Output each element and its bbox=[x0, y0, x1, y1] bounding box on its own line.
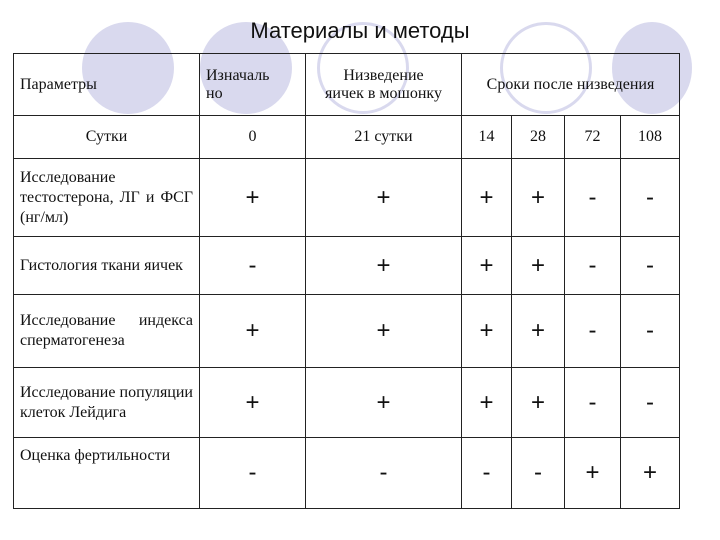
result-mark: + bbox=[621, 438, 680, 509]
methods-table bbox=[13, 53, 680, 509]
table-row bbox=[14, 159, 680, 237]
row-label: Исследование тестостерона, ЛГ и ФСГ (нг/мл) bbox=[14, 159, 200, 237]
row-label: Оценка фертильности bbox=[14, 438, 200, 509]
result-mark: - bbox=[200, 438, 306, 509]
header-reduction bbox=[306, 54, 462, 116]
days-row bbox=[14, 116, 680, 159]
table-row bbox=[14, 438, 680, 509]
result-mark: + bbox=[462, 237, 512, 295]
result-mark: - bbox=[200, 237, 306, 295]
result-mark: + bbox=[306, 368, 462, 438]
result-mark: - bbox=[621, 159, 680, 237]
day-value: 21 сутки bbox=[306, 116, 462, 159]
day-value: 0 bbox=[200, 116, 306, 159]
result-mark: - bbox=[565, 295, 621, 368]
result-mark: + bbox=[565, 438, 621, 509]
row-label: Исследование популяции клеток Лейдига bbox=[14, 368, 200, 438]
result-mark: + bbox=[306, 295, 462, 368]
result-mark: + bbox=[512, 368, 565, 438]
result-mark: + bbox=[306, 237, 462, 295]
result-mark: - bbox=[621, 237, 680, 295]
table-row bbox=[14, 368, 680, 438]
header-initial bbox=[200, 54, 306, 116]
result-mark: + bbox=[512, 159, 565, 237]
result-mark: + bbox=[462, 295, 512, 368]
result-mark: + bbox=[512, 237, 565, 295]
result-mark: - bbox=[565, 237, 621, 295]
result-mark: + bbox=[306, 159, 462, 237]
result-mark: + bbox=[462, 159, 512, 237]
header-initial-line2: но bbox=[206, 84, 223, 102]
result-mark: + bbox=[200, 368, 306, 438]
table-row bbox=[14, 237, 680, 295]
header-reduction-line2: яичек в мошонку bbox=[325, 84, 442, 102]
result-mark: - bbox=[462, 438, 512, 509]
result-mark: - bbox=[306, 438, 462, 509]
header-initial-line1: Изначаль bbox=[206, 66, 270, 84]
result-mark: + bbox=[200, 295, 306, 368]
result-mark: - bbox=[512, 438, 565, 509]
result-mark: - bbox=[621, 295, 680, 368]
header-reduction-line1: Низведение bbox=[343, 66, 424, 84]
result-mark: - bbox=[565, 159, 621, 237]
header-row bbox=[14, 54, 680, 116]
header-params: Параметры bbox=[14, 54, 200, 116]
day-value: 108 bbox=[621, 116, 680, 159]
row-label: Гистология ткани яичек bbox=[14, 237, 200, 295]
row-label: Исследование индекса сперматогенеза bbox=[14, 295, 200, 368]
table-row bbox=[14, 295, 680, 368]
slide-title: Материалы и методы bbox=[250, 18, 470, 43]
days-label: Сутки bbox=[14, 116, 200, 159]
result-mark: - bbox=[621, 368, 680, 438]
header-terms: Сроки после низведения bbox=[462, 54, 680, 116]
day-value: 72 bbox=[565, 116, 621, 159]
result-mark: - bbox=[565, 368, 621, 438]
day-value: 14 bbox=[462, 116, 512, 159]
day-value: 28 bbox=[512, 116, 565, 159]
result-mark: + bbox=[512, 295, 565, 368]
result-mark: + bbox=[200, 159, 306, 237]
result-mark: + bbox=[462, 368, 512, 438]
